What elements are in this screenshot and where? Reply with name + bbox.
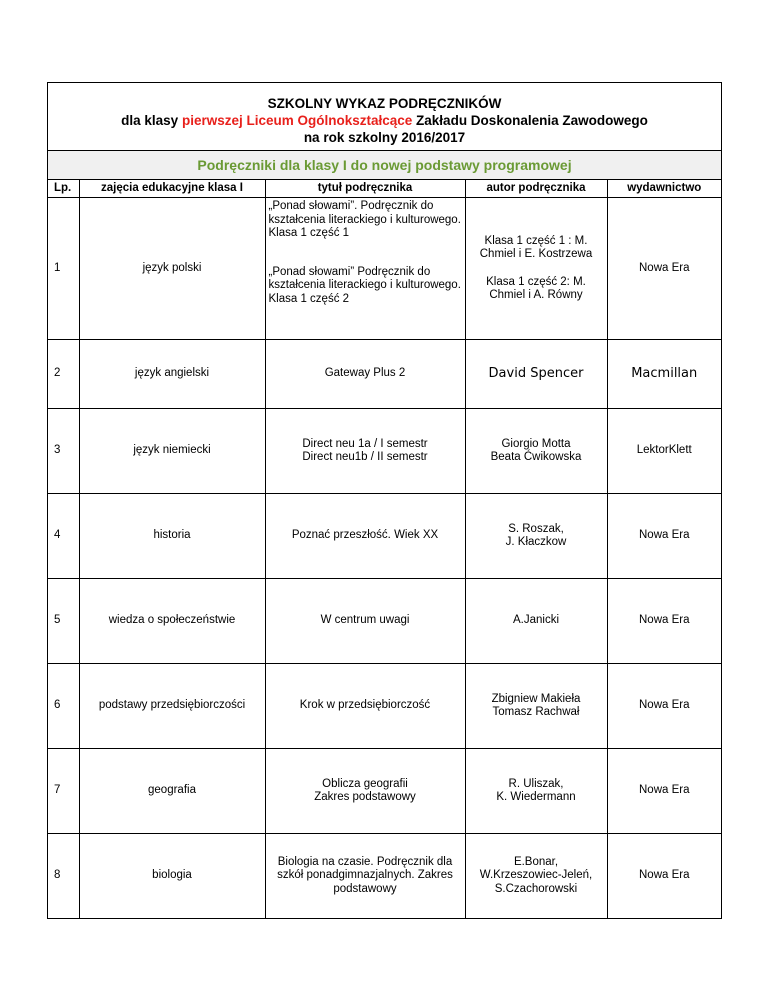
table-row: [48, 340, 721, 409]
column-header-title: tytuł podręcznika: [265, 180, 465, 198]
cell-author: David Spencer: [465, 340, 607, 409]
table-header-row: [48, 180, 721, 198]
column-header-subject: zajęcia edukacyjne klasa I: [79, 180, 265, 198]
cell-publisher: Nowa Era: [607, 749, 721, 834]
cell-author: [465, 494, 607, 579]
title-part-2: Zakres podstawowy: [314, 791, 416, 803]
cell-subject: biologia: [79, 834, 265, 919]
cell-title: Krok w przedsiębiorczość: [265, 664, 465, 749]
cell-lp: 8: [48, 834, 79, 919]
cell-subject: podstawy przedsiębiorczości: [79, 664, 265, 749]
table-row: [48, 749, 721, 834]
author-part-2: Klasa 1 część 2: M. Chmiel i A. Równy: [486, 275, 586, 301]
cell-publisher: Nowa Era: [607, 579, 721, 664]
author-part-1: Klasa 1 część 1 : M. Chmiel i E. Kostrzewa: [479, 234, 593, 260]
cell-author: A.Janicki: [465, 579, 607, 664]
cell-lp: 1: [48, 198, 79, 340]
author-part-2: Beata Ćwikowska: [490, 451, 582, 463]
class-line-prefix: dla klasy: [121, 113, 182, 128]
author-part-2: W.Krzeszowiec-Jeleń,: [479, 869, 593, 882]
title-part-1: „Ponad słowami”. Podręcznik do kształcenia literackiego i kulturowego. Klasa 1 część 1: [268, 200, 461, 239]
author-part-3: S.Czachorowski: [494, 882, 578, 895]
cell-title: [265, 749, 465, 834]
cell-publisher: Macmillan: [607, 340, 721, 409]
table-row: [48, 834, 721, 919]
cell-lp: 5: [48, 579, 79, 664]
textbook-table: [48, 180, 721, 918]
title-part-2: Direct neu1b / II semestr: [302, 451, 428, 463]
column-header-publisher: wydawnictwo: [607, 180, 721, 198]
cell-publisher: LektorKlett: [607, 409, 721, 494]
cell-title: W centrum uwagi: [265, 579, 465, 664]
cell-author: [465, 198, 607, 340]
cell-publisher: Nowa Era: [607, 834, 721, 919]
author-part-1: R. Uliszak,: [508, 777, 564, 790]
document-class-line: [48, 112, 721, 129]
author-part-1: Giorgio Motta: [501, 437, 571, 450]
cell-subject: język niemiecki: [79, 409, 265, 494]
cell-lp: 6: [48, 664, 79, 749]
cell-lp: 2: [48, 340, 79, 409]
author-part-2: Tomasz Rachwał: [492, 706, 580, 718]
table-row: [48, 664, 721, 749]
cell-title: [265, 198, 465, 340]
title-part-1: Direct neu 1a / I semestr: [302, 437, 428, 450]
table-row: [48, 198, 721, 340]
cell-title: [265, 409, 465, 494]
school-year: na rok szkolny 2016/2017: [303, 130, 466, 145]
table-row: [48, 494, 721, 579]
title-part-1: Oblicza geografii: [322, 777, 408, 790]
document-title: SZKOLNY WYKAZ PODRĘCZNIKÓW: [267, 96, 502, 111]
cell-subject: geografia: [79, 749, 265, 834]
cell-subject: język angielski: [79, 340, 265, 409]
author-part-1: E.Bonar,: [513, 855, 559, 868]
author-part-1: Zbigniew Makieła: [491, 692, 581, 705]
cell-subject: historia: [79, 494, 265, 579]
cell-author: [465, 834, 607, 919]
cell-publisher: Nowa Era: [607, 198, 721, 340]
cell-lp: 7: [48, 749, 79, 834]
cell-lp: 3: [48, 409, 79, 494]
cell-lp: 4: [48, 494, 79, 579]
table-row: [48, 579, 721, 664]
section-subtitle: Podręczniki dla klasy I do nowej podstawy programowej: [48, 151, 721, 180]
document-header: [48, 83, 721, 151]
title-part-2: „Ponad słowami” Podręcznik do kształcenia literackiego i kulturowego. Klasa 1 część 2: [268, 265, 461, 305]
cell-title: Gateway Plus 2: [265, 340, 465, 409]
cell-author: [465, 664, 607, 749]
column-header-author: autor podręcznika: [465, 180, 607, 198]
cell-subject: wiedza o społeczeństwie: [79, 579, 265, 664]
cell-author: [465, 749, 607, 834]
school-name-highlight: pierwszej Liceum Ogólnokształcące: [181, 113, 413, 128]
cell-author: [465, 409, 607, 494]
class-line-suffix: Zakładu Doskonalenia Zawodowego: [412, 113, 648, 128]
author-part-1: S. Roszak,: [508, 522, 564, 535]
cell-publisher: Nowa Era: [607, 664, 721, 749]
cell-title: Biologia na czasie. Podręcznik dla szkół ponadgimnazjalnych. Zakres podstawowy: [265, 834, 465, 919]
author-part-2: K. Wiedermann: [496, 791, 576, 803]
cell-title: Poznać przeszłość. Wiek XX: [265, 494, 465, 579]
table-row: [48, 409, 721, 494]
textbook-list-document: [47, 82, 722, 919]
author-part-2: J. Kłaczkow: [505, 536, 567, 548]
cell-subject: język polski: [79, 198, 265, 340]
cell-publisher: Nowa Era: [607, 494, 721, 579]
column-header-lp: Lp.: [48, 180, 79, 198]
